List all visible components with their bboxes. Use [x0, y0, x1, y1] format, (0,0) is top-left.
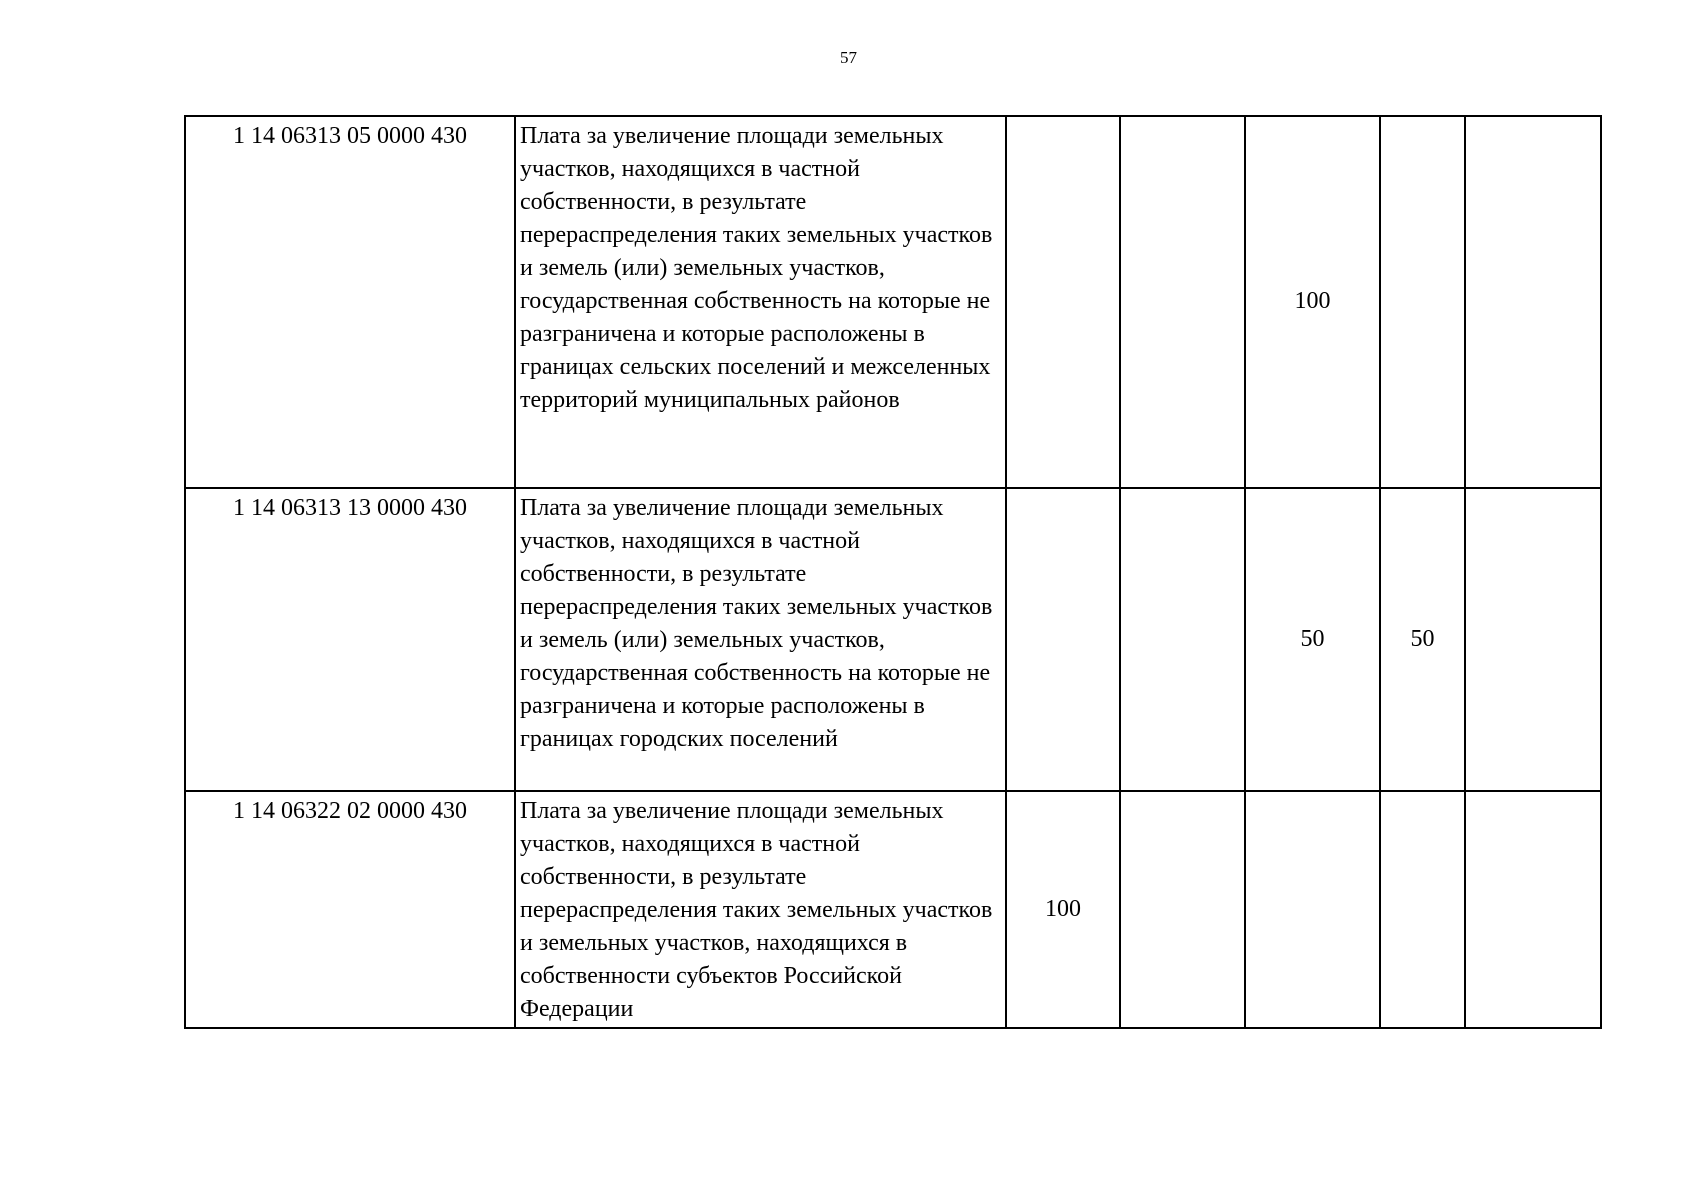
value-cell-col5	[1465, 791, 1601, 1028]
table-row	[185, 488, 1601, 791]
revenue-code-cell: 1 14 06313 05 0000 430	[185, 116, 515, 488]
table-row	[185, 791, 1601, 1028]
value-cell-col3: 50	[1245, 488, 1380, 791]
value-cell-col1: 100	[1006, 791, 1120, 1028]
revenue-code-cell: 1 14 06322 02 0000 430	[185, 791, 515, 1028]
page-number: 57	[840, 48, 857, 67]
revenue-description-cell: Плата за увеличение площади земельных участков, находящихся в частной собственности, в результате перераспределения таких земельных участков и земельных участков, находящихся в собственности субъектов Российской Федерации	[515, 791, 1006, 1028]
value-cell-col3	[1245, 791, 1380, 1028]
table-row	[185, 116, 1601, 488]
value-cell-col2	[1120, 488, 1245, 791]
value-cell-col5	[1465, 116, 1601, 488]
value-cell-col4	[1380, 791, 1465, 1028]
revenue-code-cell: 1 14 06313 13 0000 430	[185, 488, 515, 791]
value-cell-col2	[1120, 791, 1245, 1028]
revenue-description-cell: Плата за увеличение площади земельных участков, находящихся в частной собственности, в результате перераспределения таких земельных участков и земель (или) земельных участков, государственная собственность на которые не разграничена и которые расположены в границах городских поселений	[515, 488, 1006, 791]
value-cell-col4: 50	[1380, 488, 1465, 791]
revenue-description-cell: Плата за увеличение площади земельных участков, находящихся в частной собственности, в результате перераспределения таких земельных участков и земель (или) земельных участков, государственная собственность на которые не разграничена и которые расположены в границах сельских поселений и межселенных территорий муниципальных районов	[515, 116, 1006, 488]
revenue-distribution-table	[184, 115, 1602, 1029]
value-cell-col2	[1120, 116, 1245, 488]
value-cell-col5	[1465, 488, 1601, 791]
value-cell-col4	[1380, 116, 1465, 488]
value-cell-col1	[1006, 488, 1120, 791]
value-cell-col1	[1006, 116, 1120, 488]
value-cell-col3: 100	[1245, 116, 1380, 488]
